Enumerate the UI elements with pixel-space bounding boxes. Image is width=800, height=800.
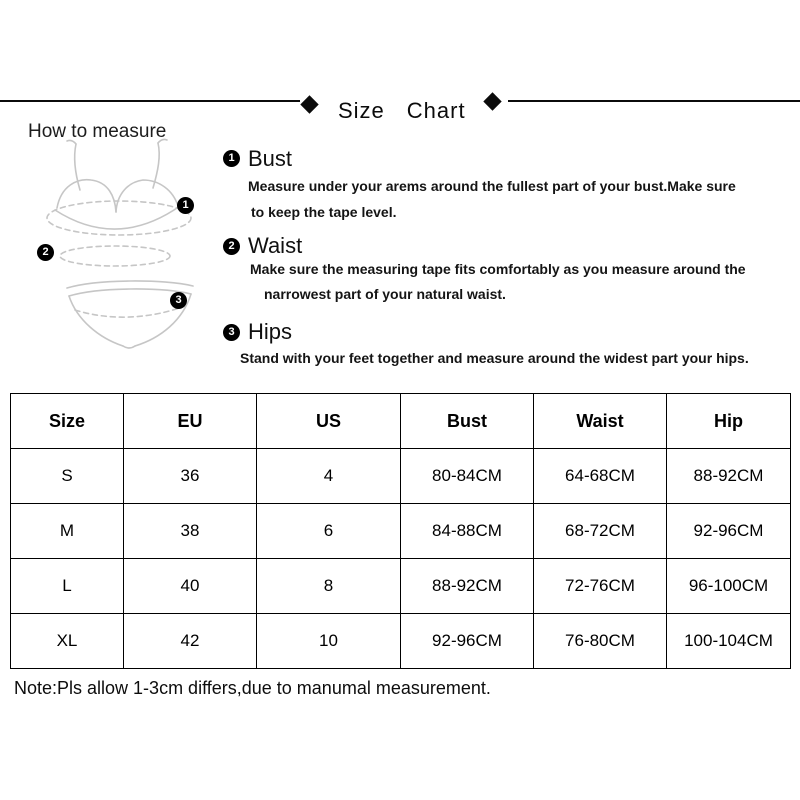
cell-us: 10 [257, 614, 401, 669]
bust-description-line-2: to keep the tape level. [251, 204, 397, 220]
cell-size: M [11, 504, 124, 559]
section-number-hips: 3 [223, 324, 240, 341]
cell-eu: 36 [124, 449, 257, 504]
cell-us: 4 [257, 449, 401, 504]
cell-bust: 80-84CM [401, 449, 534, 504]
section-number-waist: 2 [223, 238, 240, 255]
hips-description-line-1: Stand with your feet together and measure around the widest part your hips. [240, 350, 749, 366]
col-header-waist: Waist [534, 394, 667, 449]
col-header-bust: Bust [401, 394, 534, 449]
col-header-size: Size [11, 394, 124, 449]
diamond-icon-right [483, 92, 501, 110]
cell-waist: 68-72CM [534, 504, 667, 559]
cell-waist: 64-68CM [534, 449, 667, 504]
cell-eu: 40 [124, 559, 257, 614]
cell-bust: 84-88CM [401, 504, 534, 559]
marker-bust: 1 [177, 197, 194, 214]
cell-eu: 42 [124, 614, 257, 669]
header-rule-right [508, 100, 800, 102]
waist-description-line-2: narrowest part of your natural waist. [264, 286, 506, 302]
table-row-s [11, 449, 791, 504]
page-title [338, 98, 466, 124]
cell-us: 8 [257, 559, 401, 614]
bikini-illustration [25, 138, 225, 358]
cell-hip: 100-104CM [667, 614, 791, 669]
cell-eu: 38 [124, 504, 257, 559]
measurement-note: Note:Pls allow 1-3cm differs,due to manumal measurement. [14, 678, 491, 698]
page-title-word-1: Size [338, 98, 385, 123]
bust-description-line-1: Measure under your arems around the fullest part of your bust.Make sure [248, 178, 736, 194]
cell-hip: 88-92CM [667, 449, 791, 504]
size-table [10, 393, 791, 669]
diamond-icon-left [300, 95, 318, 113]
cell-bust: 92-96CM [401, 614, 534, 669]
cell-size: XL [11, 614, 124, 669]
col-header-eu: EU [124, 394, 257, 449]
header-rule-left [0, 100, 300, 102]
cell-bust: 88-92CM [401, 559, 534, 614]
how-to-measure-heading: How to measure [28, 121, 167, 142]
marker-waist: 2 [37, 244, 54, 261]
cell-hip: 96-100CM [667, 559, 791, 614]
marker-hips: 3 [170, 292, 187, 309]
section-title-waist: Waist [248, 233, 303, 258]
section-number-bust: 1 [223, 150, 240, 167]
section-title-bust: Bust [248, 146, 293, 171]
cell-size: L [11, 559, 124, 614]
cell-size: S [11, 449, 124, 504]
waist-description-line-1: Make sure the measuring tape fits comfortably as you measure around the [250, 261, 746, 277]
table-row-l [11, 559, 791, 614]
page-title-word-2: Chart [406, 98, 466, 123]
cell-hip: 92-96CM [667, 504, 791, 559]
table-row-xl [11, 614, 791, 669]
table-header-row [11, 394, 791, 449]
cell-waist: 72-76CM [534, 559, 667, 614]
section-title-hips: Hips [248, 319, 293, 344]
col-header-hip: Hip [667, 394, 791, 449]
cell-waist: 76-80CM [534, 614, 667, 669]
cell-us: 6 [257, 504, 401, 559]
table-row-m [11, 504, 791, 559]
col-header-us: US [257, 394, 401, 449]
